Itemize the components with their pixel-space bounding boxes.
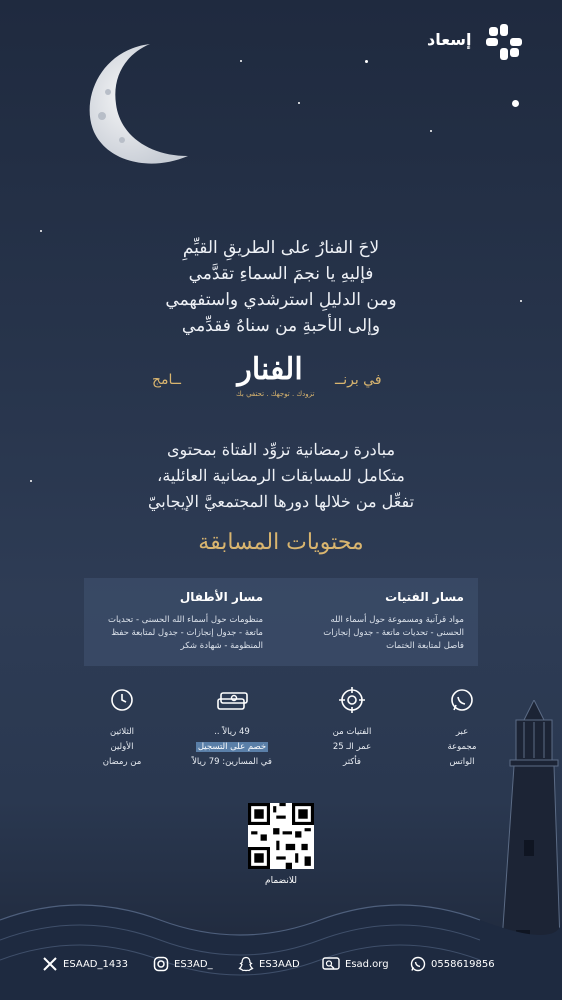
program-suffix: ــامج	[152, 372, 182, 388]
feature-line: من رمضان	[102, 757, 142, 767]
contact-text: ES3AD_	[174, 958, 213, 970]
poem-line: فإليهِ يا نجمَ السماءِ تقدَّمي	[188, 264, 374, 284]
star	[512, 100, 519, 107]
star	[40, 230, 42, 232]
feature-line: مجموعة	[447, 742, 477, 752]
star	[430, 130, 432, 132]
feature-line: الثلاثين	[110, 727, 134, 737]
track-girls	[282, 590, 464, 653]
money-icon	[216, 687, 248, 713]
program-name: الفنار	[237, 352, 303, 387]
feature-line: 49 ريالاً ..	[214, 727, 250, 737]
contacts-footer	[0, 950, 562, 980]
tracks-panel	[84, 578, 478, 666]
clock-icon	[109, 687, 135, 713]
description	[60, 437, 502, 515]
contact-text: ESAAD_1433	[63, 958, 128, 970]
star	[298, 102, 300, 104]
track-line: ماتعة - جدول إنجازات - جدول لمتابعة حفظ	[111, 628, 263, 638]
discount-highlight: خصم على التسجيل	[197, 742, 267, 752]
feature-audience	[302, 685, 402, 770]
crescent-moon-icon	[80, 40, 195, 170]
waves-illustration	[0, 880, 562, 1000]
feature-schedule	[72, 685, 172, 770]
join-label: للانضمام	[265, 876, 297, 886]
program-title	[0, 350, 562, 410]
whatsapp-icon	[410, 956, 426, 972]
brand-mark-icon	[486, 24, 522, 60]
program-prefix: في برنــ	[335, 372, 382, 388]
feature-line: الفتيات من	[332, 727, 372, 737]
feature-line: عمر الـ 25	[332, 742, 372, 752]
contact-whatsapp[interactable]	[410, 956, 495, 972]
star	[30, 480, 32, 482]
web-icon	[322, 956, 340, 972]
target-icon	[339, 687, 365, 713]
contact-website[interactable]	[322, 956, 389, 972]
feature-price	[182, 685, 282, 770]
description-line: متكامل للمسابقات الرمضانية العائلية،	[157, 466, 405, 485]
track-line: الحسنى - تحديات ماتعة - جدول إنجازات	[323, 628, 464, 638]
feature-line: في المسارين: 79 ريالاً	[192, 757, 272, 767]
star	[240, 60, 242, 62]
track-title: مسار الأطفال	[179, 590, 263, 604]
snapchat-icon	[238, 956, 254, 972]
track-children	[81, 590, 263, 653]
contact-instagram[interactable]	[153, 956, 213, 972]
feature-line: الواتس	[449, 757, 475, 767]
brand-logo	[427, 24, 522, 60]
contact-x[interactable]	[42, 956, 128, 972]
poem-line: ومن الدليلِ استرشدي واستفهمي	[165, 290, 397, 310]
feature-line: فأكثر	[343, 757, 361, 767]
contact-text: 0558619856	[431, 958, 495, 970]
instagram-icon	[153, 956, 169, 972]
qr-code[interactable]	[248, 803, 314, 869]
description-line: مبادرة رمضانية تزوِّد الفتاة بمحتوى	[166, 440, 396, 459]
contact-snapchat[interactable]	[238, 956, 300, 972]
features-row	[70, 685, 492, 775]
feature-line: الأولين	[110, 742, 134, 752]
section-title: محتويات المسابقة	[198, 530, 364, 555]
feature-line: عبر	[455, 727, 469, 737]
track-line: منظومات حول أسماء الله الحسنى - تحديات	[108, 615, 263, 625]
contact-text: ES3AAD	[259, 958, 300, 970]
description-line: تفعِّل من خلالها دورها المجتمعيَّ الإيجابيّ	[147, 492, 415, 511]
brand-name: إسعاد	[427, 30, 472, 49]
poem-line: وإلى الأحبةِ من سناهُ فقدِّمي	[181, 316, 381, 336]
track-line: مواد قرآنية ومسموعة حول أسماء الله	[330, 615, 464, 625]
program-tagline: تزودك . توجهك . تحتفي بك	[236, 390, 315, 398]
poem-line: لاحَ الفنارُ على الطريقِ القيِّمِ	[182, 238, 380, 258]
poem	[0, 235, 562, 339]
x-icon	[42, 956, 58, 972]
track-line: المنظومة - شهادة شكر	[180, 641, 263, 651]
track-title: مسار الفتيات	[385, 590, 464, 604]
contact-text: Esad.org	[345, 958, 389, 970]
track-line: فاصل لمتابعة الختمات	[386, 641, 464, 651]
star	[365, 60, 368, 63]
